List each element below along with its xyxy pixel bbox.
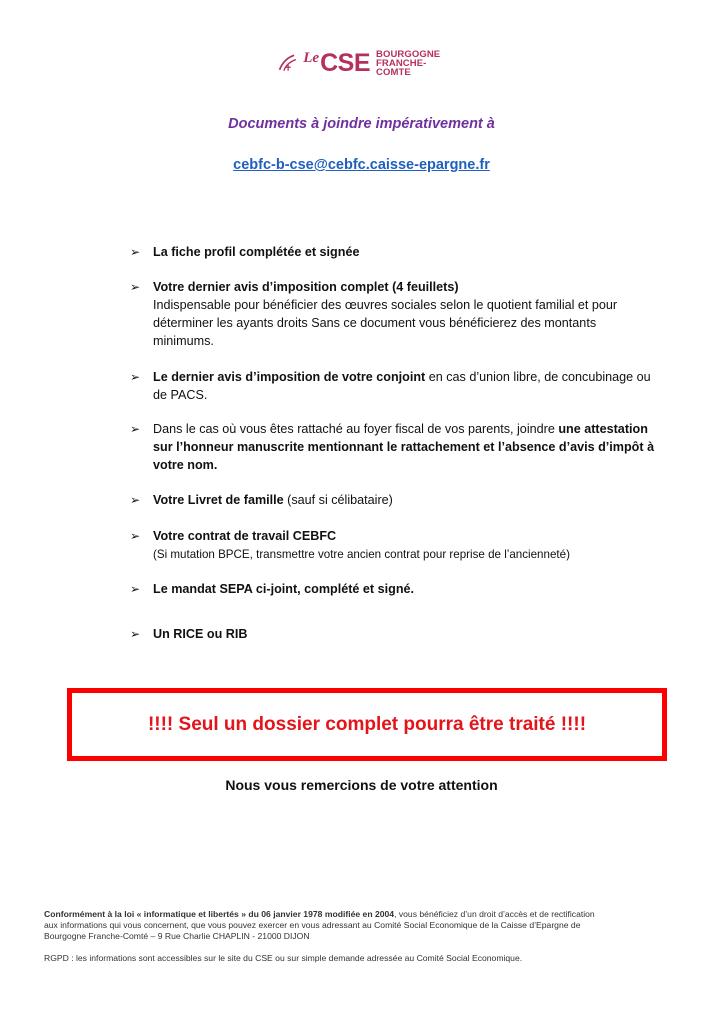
footer-law-text: Conformément à la loi « informatique et libertés » du 06 janvier 1978 modifiée en 2004 bbox=[44, 909, 395, 919]
item-text: (sauf si célibataire) bbox=[283, 493, 393, 507]
email-link[interactable]: cebfc-b-cse@cebfc.caisse-epargne.fr bbox=[233, 157, 490, 173]
arrow-bullet-icon: ➢ bbox=[130, 370, 141, 384]
item-text: Votre dernier avis d’imposition complet (4 feuillets) bbox=[153, 280, 459, 294]
item-text: Le mandat SEPA ci-joint, complété et signé. bbox=[153, 582, 415, 596]
page-heading: Documents à joindre impérativement à bbox=[228, 116, 495, 132]
item-text: La fiche profil complétée et signée bbox=[153, 245, 360, 259]
footer-address: Bourgogne Franche-Comté – 9 Rue Charlie CHAPLIN - 21000 DIJON bbox=[44, 931, 310, 941]
item-text: de PACS. bbox=[153, 388, 208, 402]
cse-logo-mark-icon bbox=[277, 51, 299, 75]
item-text: Indispensable pour bénéficier des œuvres sociales selon le quotient familial et pour bbox=[153, 298, 618, 312]
item-text: déterminer les ayants droits Sans ce document vous bénéficierez des montants bbox=[153, 316, 597, 330]
cse-logo bbox=[277, 48, 449, 78]
complete-file-notice-box bbox=[67, 688, 667, 761]
logo-region bbox=[376, 50, 449, 77]
arrow-bullet-icon: ➢ bbox=[130, 627, 141, 641]
logo-le-text: Le bbox=[303, 49, 320, 66]
list-item bbox=[130, 243, 359, 261]
arrow-bullet-icon: ➢ bbox=[130, 422, 141, 436]
item-text: sur l’honneur manuscrite mentionnant le rattachement et l’absence d’avis d’impôt à bbox=[153, 440, 655, 454]
item-text: votre nom. bbox=[153, 458, 218, 472]
list-item bbox=[130, 368, 651, 404]
logo-cse-text: CSE bbox=[320, 48, 370, 77]
item-text: une attestation bbox=[558, 422, 648, 436]
item-text: (Si mutation BPCE, transmettre votre ancien contrat pour reprise de l’ancienneté) bbox=[153, 548, 570, 561]
item-text: minimums. bbox=[153, 334, 214, 348]
list-item bbox=[130, 420, 654, 474]
arrow-bullet-icon: ➢ bbox=[130, 280, 141, 294]
list-item bbox=[130, 527, 570, 564]
item-text: Le dernier avis d’imposition de votre conjoint bbox=[153, 370, 426, 384]
item-text: Un RICE ou RIB bbox=[153, 627, 248, 641]
list-item bbox=[130, 491, 393, 509]
arrow-bullet-icon: ➢ bbox=[130, 529, 141, 543]
item-text: Votre Livret de famille bbox=[153, 493, 284, 507]
arrow-bullet-icon: ➢ bbox=[130, 245, 141, 259]
logo-region-line1: BOURGOGNE bbox=[376, 48, 441, 60]
footer-rgpd: RGPD : les informations sont accessibles sur le site du CSE ou sur simple demande adressée au Comité Social Economique. bbox=[44, 953, 523, 963]
thanks-text: Nous vous remercions de votre attention bbox=[225, 777, 498, 793]
notice-text: !!!! Seul un dossier complet pourra être traité !!!! bbox=[147, 713, 587, 735]
item-text: Votre contrat de travail CEBFC bbox=[153, 529, 337, 543]
footer-text: aux informations qui vous concernent, que vous pouvez exercer en vous adressant au Comité Social Economique de la Caisse d’Epargne de bbox=[44, 920, 581, 930]
arrow-bullet-icon: ➢ bbox=[130, 582, 141, 596]
list-item bbox=[130, 278, 617, 350]
logo-region-line2: FRANCHE-COMTE bbox=[376, 57, 427, 78]
item-text: en cas d’union libre, de concubinage ou bbox=[425, 370, 651, 384]
arrow-bullet-icon: ➢ bbox=[130, 493, 141, 507]
list-item bbox=[130, 580, 414, 598]
footer-paragraph bbox=[44, 909, 684, 942]
legal-footer bbox=[44, 909, 684, 964]
footer-text: , vous bénéficiez d’un droit d’accès et de rectification bbox=[394, 909, 595, 919]
item-text: Dans le cas où vous êtes rattaché au foyer fiscal de vos parents, joindre bbox=[153, 422, 559, 436]
list-item bbox=[130, 625, 247, 643]
